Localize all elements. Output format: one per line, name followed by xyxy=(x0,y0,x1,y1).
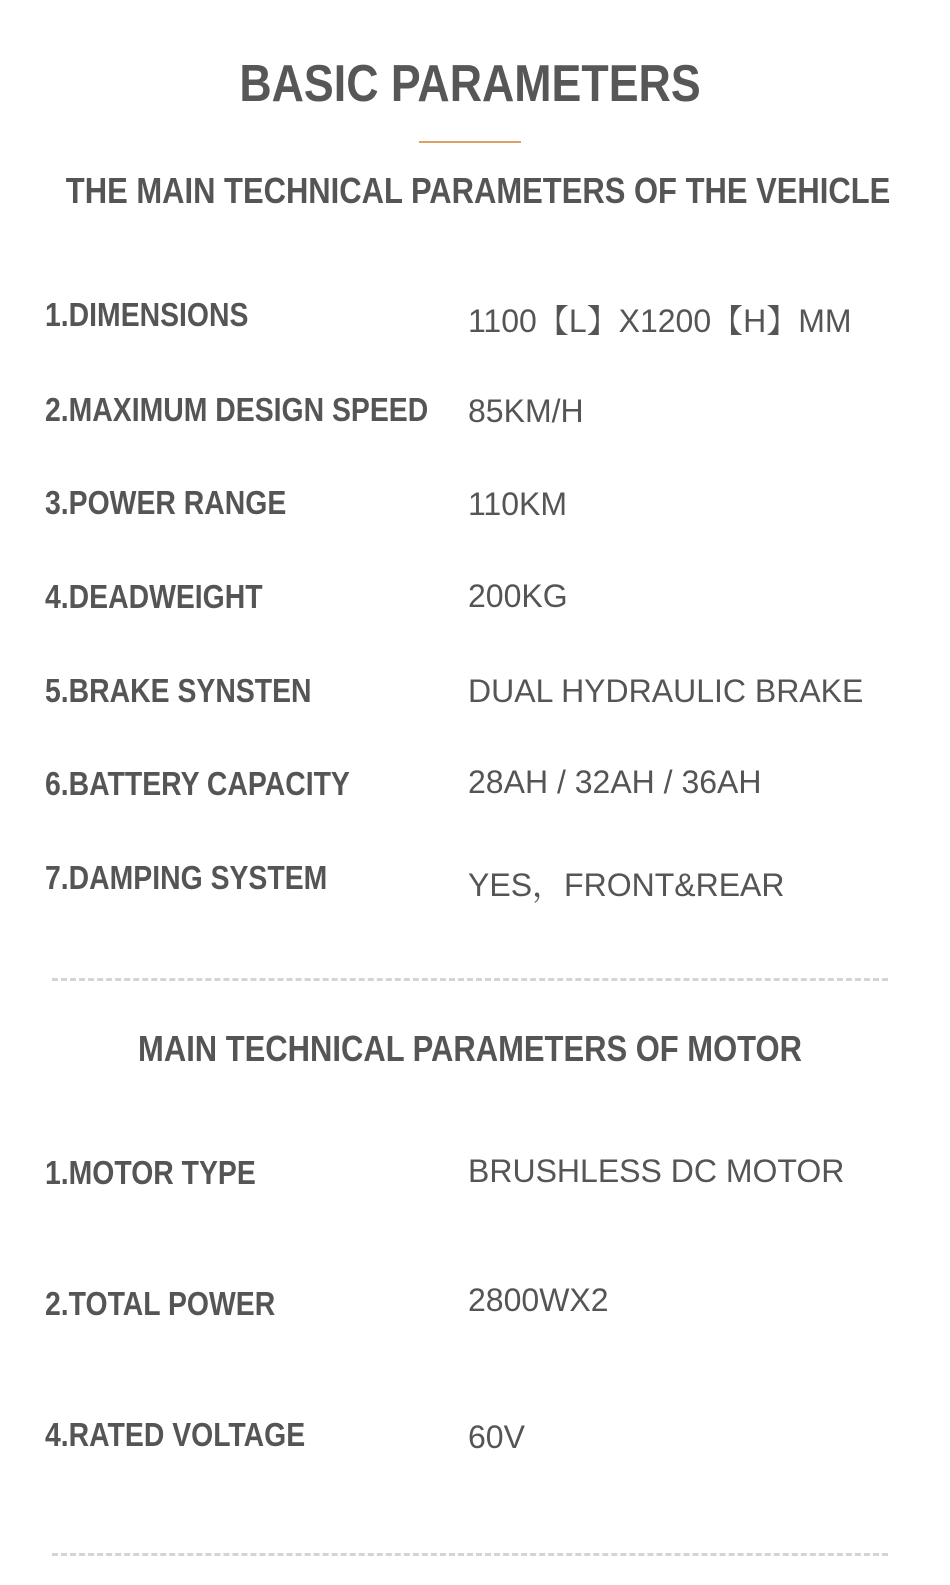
param-label: 2.MAXIMUM DESIGN SPEED xyxy=(45,391,429,428)
param-value: 200KG xyxy=(468,578,568,614)
vehicle-section-heading: THE MAIN TECHNICAL PARAMETERS OF THE VEHICLE xyxy=(65,170,891,211)
param-value: 28AH / 32AH / 36AH xyxy=(468,764,762,800)
param-label: 1.MOTOR TYPE xyxy=(45,1154,256,1191)
title-underline xyxy=(419,141,521,143)
page-title: BASIC PARAMETERS xyxy=(239,55,701,113)
param-label: 7.DAMPING SYSTEM xyxy=(45,859,328,896)
param-label: 6.BATTERY CAPACITY xyxy=(45,765,350,802)
section-divider xyxy=(52,1553,888,1556)
section-divider xyxy=(52,978,888,981)
param-value: DUAL HYDRAULIC BRAKE xyxy=(468,673,864,709)
param-value: 85KM/H xyxy=(468,393,584,429)
param-value: YES，FRONT&REAR xyxy=(468,867,785,903)
param-label: 4.DEADWEIGHT xyxy=(45,578,263,615)
param-label: 5.BRAKE SYNSTEN xyxy=(45,672,312,709)
param-label: 3.POWER RANGE xyxy=(45,484,287,521)
motor-section-heading: MAIN TECHNICAL PARAMETERS OF MOTOR xyxy=(138,1028,802,1069)
param-value: 110KM xyxy=(468,486,568,522)
param-label: 4.RATED VOLTAGE xyxy=(45,1416,306,1453)
param-value: 2800WX2 xyxy=(468,1282,609,1318)
param-value: BRUSHLESS DC MOTOR xyxy=(468,1153,845,1189)
param-value: 60V xyxy=(468,1419,525,1455)
param-value: 1100【L】X1200【H】MM xyxy=(468,303,852,339)
param-label: 1.DIMENSIONS xyxy=(45,296,249,333)
param-label: 2.TOTAL POWER xyxy=(45,1285,276,1322)
